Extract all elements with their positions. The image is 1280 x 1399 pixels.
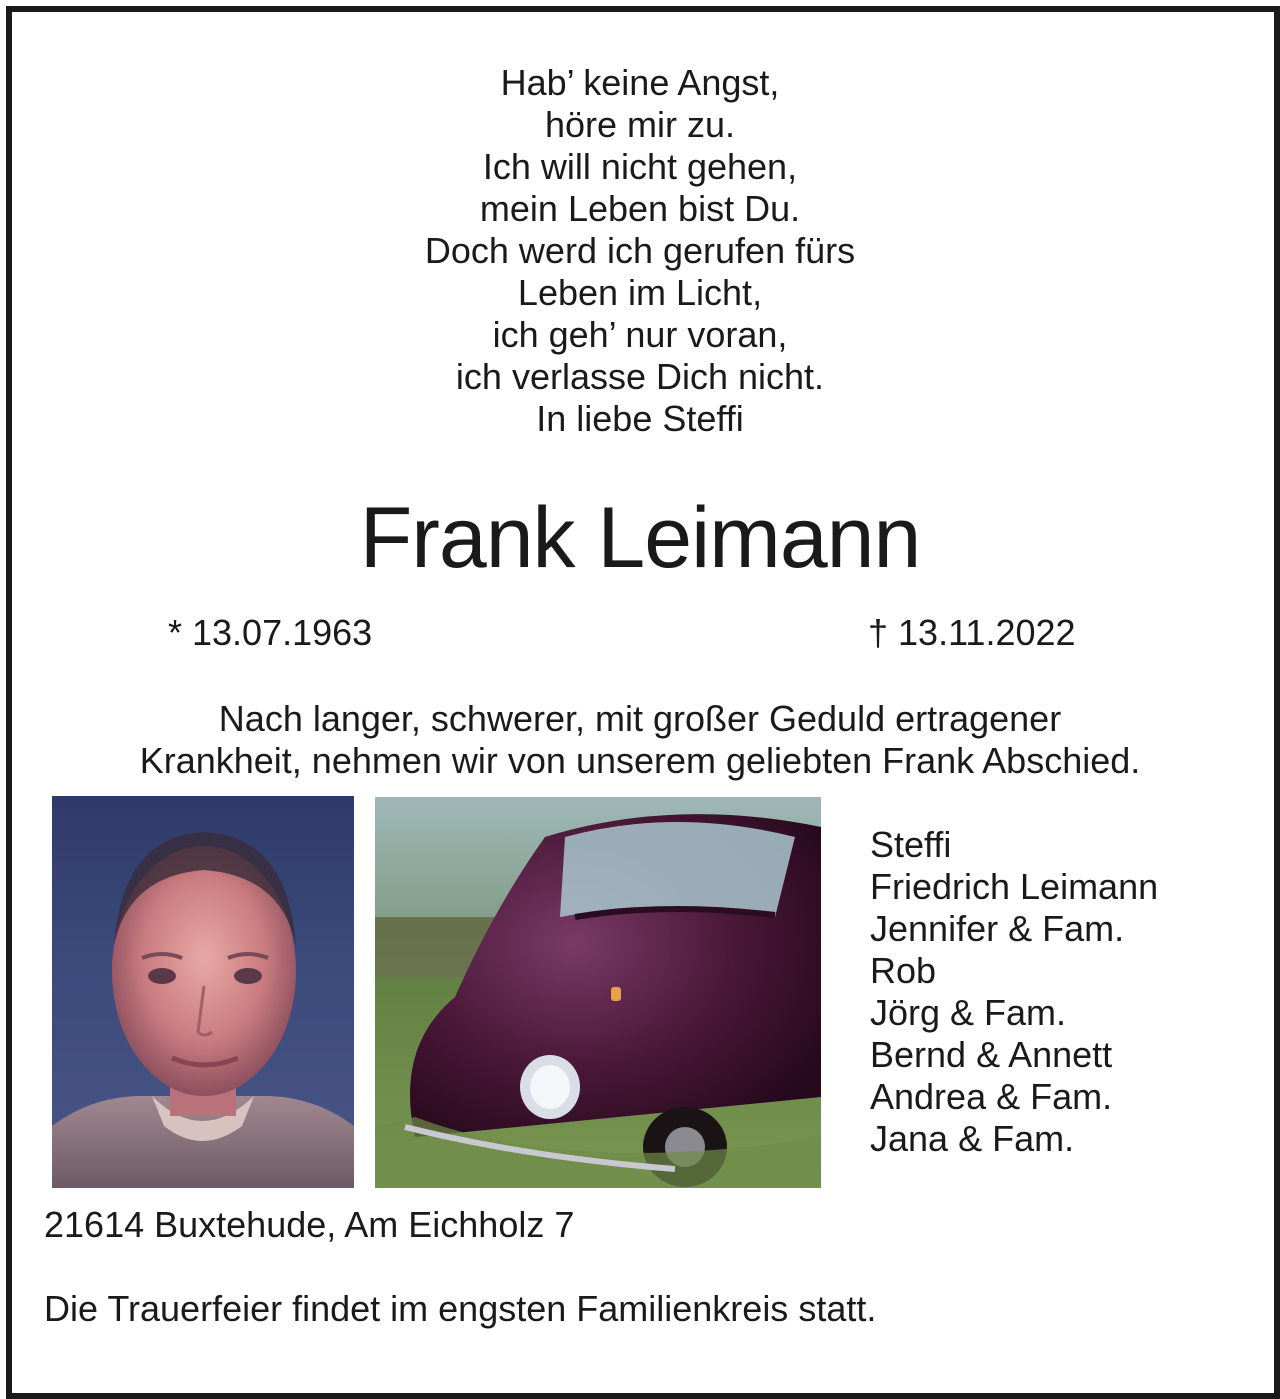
poem-line: Leben im Licht,	[517, 272, 763, 313]
address: 21614 Buxtehude, Am Eichholz 7	[44, 1204, 575, 1245]
mourner-name: Bernd & Annett	[870, 1034, 1113, 1075]
portrait-illustration	[52, 796, 354, 1188]
poem-line: ich geh’ nur voran,	[492, 314, 788, 355]
birth-date: * 13.07.1963	[168, 612, 373, 653]
car-photo	[375, 797, 821, 1188]
mourners-list	[870, 824, 1158, 1160]
mourner-name: Jana & Fam.	[870, 1118, 1075, 1159]
car-illustration	[375, 797, 821, 1188]
poem-line: höre mir zu.	[544, 104, 736, 145]
mourner-name: Jennifer & Fam.	[870, 908, 1125, 949]
mourner-name: Friedrich Leimann	[870, 866, 1159, 907]
mourner-name: Andrea & Fam.	[870, 1076, 1113, 1117]
mourner-name: Steffi	[870, 824, 952, 865]
poem-line: mein Leben bist Du.	[479, 188, 801, 229]
poem-line: Hab’ keine Angst,	[500, 62, 780, 103]
death-date: † 13.11.2022	[868, 612, 1076, 653]
farewell-message-line: Krankheit, nehmen wir von unserem geliebten Frank Abschied.	[139, 740, 1141, 781]
poem-line: Doch werd ich gerufen fürs	[424, 230, 856, 271]
deceased-name: Frank Leimann	[359, 490, 921, 586]
poem-line: ich verlasse Dich nicht.	[455, 356, 825, 397]
farewell-message	[0, 698, 1280, 782]
poem-signature: In liebe Steffi	[536, 398, 744, 439]
poem-line: Ich will nicht gehen,	[482, 146, 798, 187]
farewell-message-line: Nach langer, schwerer, mit großer Geduld ertragener	[218, 698, 1062, 739]
portrait-photo	[52, 796, 354, 1188]
mourner-name: Jörg & Fam.	[870, 992, 1067, 1033]
mourner-name: Rob	[870, 950, 937, 991]
poem	[0, 62, 1280, 440]
service-note: Die Trauerfeier findet im engsten Familienkreis statt.	[44, 1288, 877, 1329]
